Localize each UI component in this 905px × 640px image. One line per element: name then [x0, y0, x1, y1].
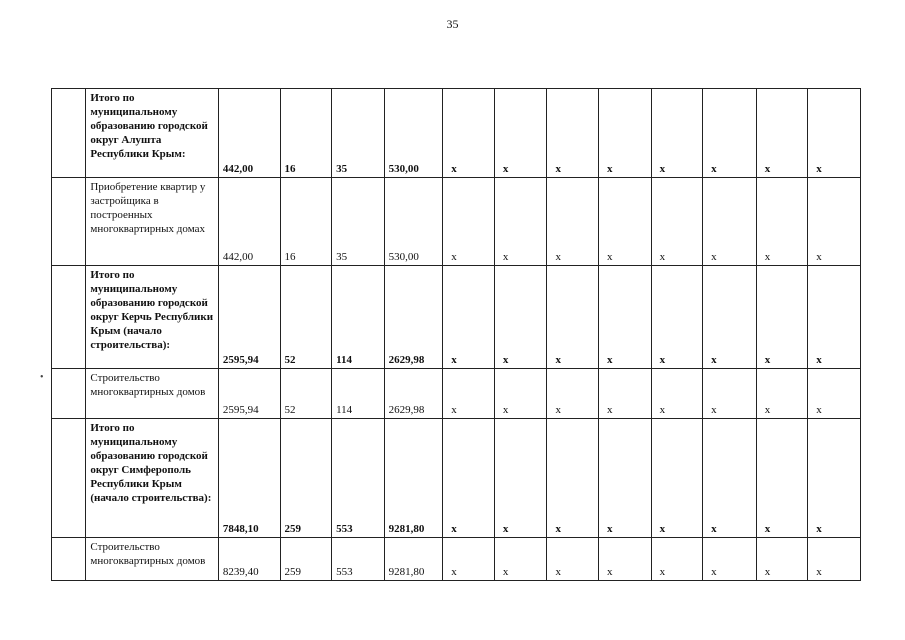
x-mark-cell: х	[443, 369, 495, 419]
x-mark-cell: х	[599, 266, 652, 369]
x-mark-cell: х	[756, 89, 808, 178]
x-mark-cell: х	[443, 419, 495, 538]
x-mark-cell: х	[443, 89, 495, 178]
x-mark-cell: х	[547, 89, 599, 178]
value-cell: 114	[332, 266, 385, 369]
value-cell: 2595,94	[218, 266, 280, 369]
x-mark-cell: х	[808, 178, 861, 266]
blank-cell	[52, 369, 86, 419]
value-cell: 2595,94	[218, 369, 280, 419]
value-cell: 52	[280, 266, 332, 369]
value-cell: 16	[280, 178, 332, 266]
x-mark-cell: х	[599, 89, 652, 178]
x-mark-cell: х	[494, 419, 547, 538]
value-cell: 442,00	[218, 89, 280, 178]
x-mark-cell: х	[808, 419, 861, 538]
x-mark-cell: х	[443, 266, 495, 369]
blank-cell	[52, 178, 86, 266]
value-cell: 114	[332, 369, 385, 419]
row-label: Итого по муниципальному образованию городской округ Алушта Республики Крым:	[86, 89, 218, 178]
blank-cell	[52, 89, 86, 178]
value-cell: 259	[280, 538, 332, 581]
row-label: Строительство многоквартирных домов	[86, 369, 218, 419]
row-label: Приобретение квартир у застройщика в построенных многоквартирных домах	[86, 178, 218, 266]
x-mark-cell: х	[651, 538, 703, 581]
value-cell: 530,00	[384, 89, 443, 178]
value-cell: 35	[332, 178, 385, 266]
x-mark-cell: х	[808, 266, 861, 369]
x-mark-cell: х	[599, 178, 652, 266]
table-row	[52, 538, 861, 581]
x-mark-cell: х	[651, 266, 703, 369]
x-mark-cell: х	[599, 538, 652, 581]
x-mark-cell: х	[756, 369, 808, 419]
value-cell: 52	[280, 369, 332, 419]
value-cell: 9281,80	[384, 419, 443, 538]
value-cell: 530,00	[384, 178, 443, 266]
x-mark-cell: х	[494, 369, 547, 419]
row-label: Строительство многоквартирных домов	[86, 538, 218, 581]
value-cell: 35	[332, 89, 385, 178]
value-cell: 442,00	[218, 178, 280, 266]
total-row	[52, 419, 861, 538]
value-cell: 553	[332, 538, 385, 581]
x-mark-cell: х	[651, 369, 703, 419]
value-cell: 259	[280, 419, 332, 538]
x-mark-cell: х	[547, 178, 599, 266]
x-mark-cell: х	[443, 538, 495, 581]
x-mark-cell: х	[756, 419, 808, 538]
x-mark-cell: х	[703, 538, 757, 581]
x-mark-cell: х	[756, 538, 808, 581]
x-mark-cell: х	[547, 266, 599, 369]
x-mark-cell: х	[547, 419, 599, 538]
blank-cell	[52, 538, 86, 581]
x-mark-cell: х	[756, 266, 808, 369]
x-mark-cell: х	[703, 369, 757, 419]
table-body	[52, 89, 861, 581]
x-mark-cell: х	[808, 369, 861, 419]
x-mark-cell: х	[547, 538, 599, 581]
data-table	[51, 88, 861, 581]
x-mark-cell: х	[651, 419, 703, 538]
table-row	[52, 178, 861, 266]
blank-cell	[52, 266, 86, 369]
x-mark-cell: х	[494, 538, 547, 581]
value-cell: 7848,10	[218, 419, 280, 538]
page-number: 35	[446, 17, 459, 31]
value-cell: 9281,80	[384, 538, 443, 581]
x-mark-cell: х	[494, 89, 547, 178]
x-mark-cell: х	[651, 89, 703, 178]
value-cell: 16	[280, 89, 332, 178]
total-row	[52, 266, 861, 369]
x-mark-cell: х	[703, 178, 757, 266]
row-label: Итого по муниципальному образованию городской округ Симферополь Республики Крым (начало строительства):	[86, 419, 218, 538]
x-mark-cell: х	[651, 178, 703, 266]
value-cell: 2629,98	[384, 369, 443, 419]
x-mark-cell: х	[756, 178, 808, 266]
total-row	[52, 89, 861, 178]
x-mark-cell: х	[599, 369, 652, 419]
row-label: Итого по муниципальному образованию городской округ Керчь Республики Крым (начало строительства):	[86, 266, 218, 369]
x-mark-cell: х	[703, 266, 757, 369]
x-mark-cell: х	[703, 89, 757, 178]
table-row	[52, 369, 861, 419]
x-mark-cell: х	[443, 178, 495, 266]
margin-mark: •	[40, 372, 44, 383]
value-cell: 553	[332, 419, 385, 538]
x-mark-cell: х	[808, 538, 861, 581]
x-mark-cell: х	[599, 419, 652, 538]
blank-cell	[52, 419, 86, 538]
x-mark-cell: х	[703, 419, 757, 538]
value-cell: 8239,40	[218, 538, 280, 581]
x-mark-cell: х	[494, 266, 547, 369]
value-cell: 2629,98	[384, 266, 443, 369]
x-mark-cell: х	[547, 369, 599, 419]
x-mark-cell: х	[494, 178, 547, 266]
x-mark-cell: х	[808, 89, 861, 178]
